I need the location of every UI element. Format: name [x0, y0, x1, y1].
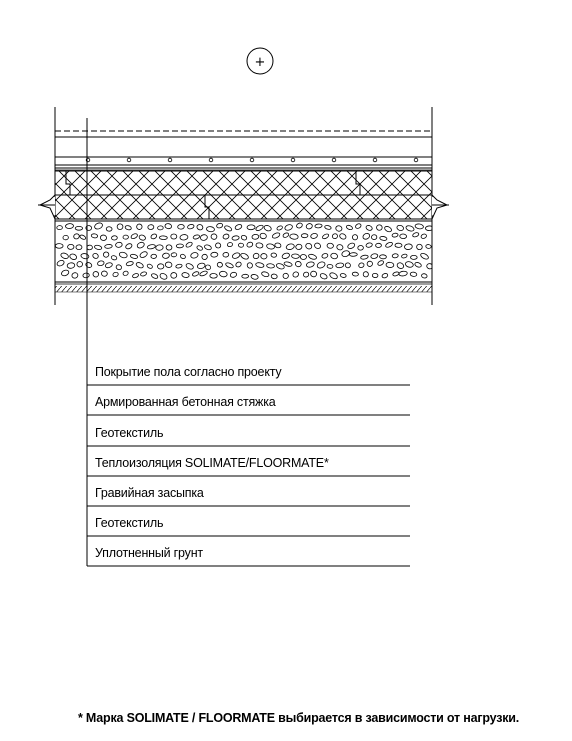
footnote: * Марка SOLIMATE / FLOORMATE выбирается в зависимости от нагрузки.	[78, 711, 520, 725]
layer-label-concrete-screed: Армированная бетонная стяжка	[95, 395, 276, 409]
layer-label-geotextile-lower: Геотекстиль	[95, 516, 164, 530]
geotextile-top-layer	[55, 168, 432, 170]
section-marker	[247, 48, 273, 74]
section-marker-symbol: +	[254, 55, 266, 70]
geotextile-bottom-layer	[55, 282, 432, 284]
layer-label-geotextile-upper: Геотекстиль	[95, 426, 164, 440]
gravel-layer	[55, 222, 433, 281]
insulation-layer	[55, 171, 432, 219]
floor-covering-layer	[55, 131, 432, 137]
layer-label-soil: Уплотненный грунт	[95, 546, 203, 560]
layer-label-gravel: Гравийная засыпка	[95, 486, 204, 500]
layer-label-floor-covering: Покрытие пола согласно проекту	[95, 365, 282, 379]
break-symbol-right	[432, 195, 449, 219]
legend-lines	[87, 385, 410, 566]
layer-label-insulation: Теплоизоляция SOLIMATE/FLOORMATE*	[95, 456, 329, 470]
break-symbol-left	[38, 195, 55, 219]
compacted-soil-layer	[55, 286, 432, 292]
concrete-screed-layer	[55, 157, 432, 165]
